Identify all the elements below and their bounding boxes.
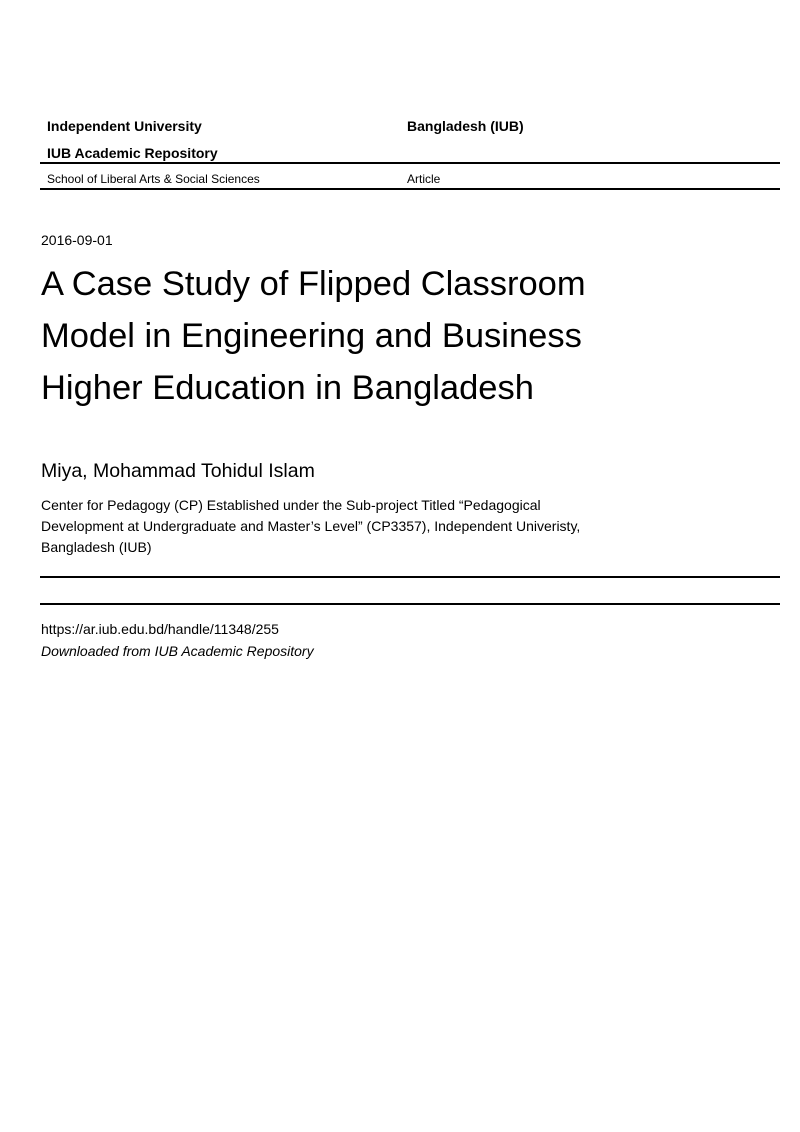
header-divider-bottom <box>40 188 780 190</box>
header-divider-top <box>40 162 780 164</box>
title-line: Model in Engineering and Business <box>41 317 582 355</box>
item-type: Article <box>407 172 441 186</box>
metadata-divider-top <box>40 576 780 578</box>
affiliation-line: Development at Undergraduate and Master’s Level” (CP3357), Independent Univeristy, <box>41 518 581 534</box>
publication-date: 2016-09-01 <box>41 232 113 248</box>
repository-name: IUB Academic Repository <box>47 145 218 161</box>
school-name: School of Liberal Arts & Social Sciences <box>47 172 260 186</box>
author-affiliation <box>41 495 741 558</box>
handle-link[interactable]: https://ar.iub.edu.bd/handle/11348/255 <box>41 621 279 637</box>
institution-name: Independent University <box>47 118 202 134</box>
affiliation-line: Bangladesh (IUB) <box>41 539 152 555</box>
title-line: Higher Education in Bangladesh <box>41 369 534 407</box>
title-line: A Case Study of Flipped Classroom <box>41 265 586 303</box>
affiliation-line: Center for Pedagogy (CP) Established under the Sub-project Titled “Pedagogical <box>41 497 541 513</box>
institution-country: Bangladesh (IUB) <box>407 118 524 134</box>
download-source-note: Downloaded from IUB Academic Repository <box>41 643 314 659</box>
document-title <box>41 258 741 414</box>
metadata-divider-bottom <box>40 603 780 605</box>
author-name: Miya, Mohammad Tohidul Islam <box>41 460 315 482</box>
